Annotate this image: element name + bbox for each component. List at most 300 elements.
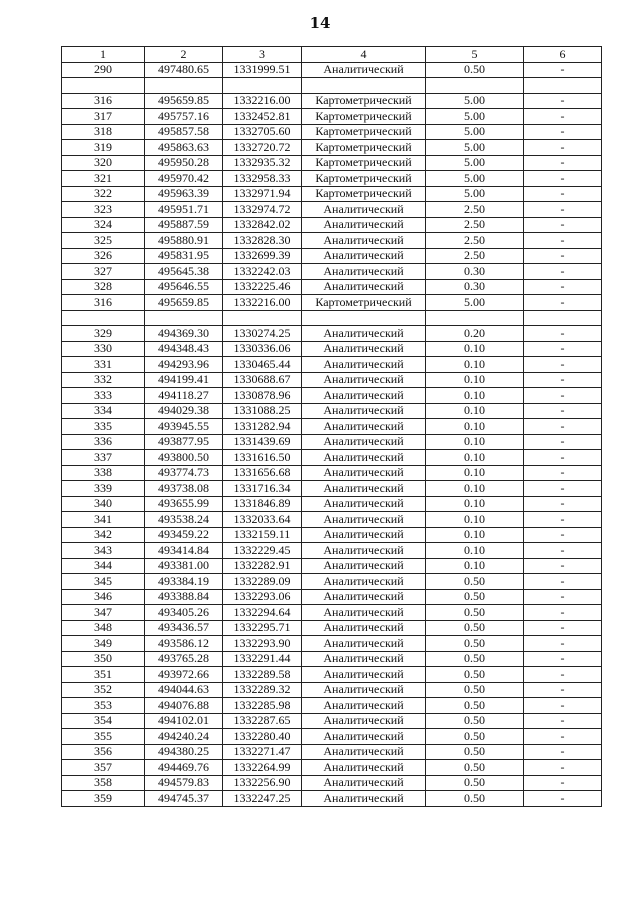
table-cell: 342 bbox=[62, 527, 145, 543]
table-cell: 321 bbox=[62, 171, 145, 187]
table-cell: 493800.50 bbox=[145, 450, 223, 466]
table-cell: 495887.59 bbox=[145, 217, 223, 233]
table-row bbox=[62, 403, 602, 419]
column-header: 5 bbox=[426, 47, 524, 63]
table-row bbox=[62, 465, 602, 481]
table-cell: Картометрический bbox=[302, 295, 426, 311]
table-cell: 2.50 bbox=[426, 233, 524, 249]
table-cell: - bbox=[524, 744, 602, 760]
table-cell: 493765.28 bbox=[145, 651, 223, 667]
table-cell: 495659.85 bbox=[145, 295, 223, 311]
table-cell: Аналитический bbox=[302, 434, 426, 450]
table-cell: Картометрический bbox=[302, 109, 426, 125]
table-cell: 330 bbox=[62, 341, 145, 357]
table-cell: 320 bbox=[62, 155, 145, 171]
table-cell: 1332720.72 bbox=[223, 140, 302, 156]
table-cell: 493655.99 bbox=[145, 496, 223, 512]
table-cell: 0.50 bbox=[426, 589, 524, 605]
table-cell: 316 bbox=[62, 93, 145, 109]
table-cell: 495880.91 bbox=[145, 233, 223, 249]
table-cell: 351 bbox=[62, 667, 145, 683]
table-cell: 494076.88 bbox=[145, 698, 223, 714]
table-cell: 339 bbox=[62, 481, 145, 497]
table-cell: - bbox=[524, 651, 602, 667]
table-cell bbox=[223, 310, 302, 326]
table-cell: 348 bbox=[62, 620, 145, 636]
table-cell: 345 bbox=[62, 574, 145, 590]
table-cell: 0.50 bbox=[426, 574, 524, 590]
table-cell: 0.10 bbox=[426, 543, 524, 559]
table-row bbox=[62, 202, 602, 218]
table-cell: - bbox=[524, 217, 602, 233]
table-cell: 1332225.46 bbox=[223, 279, 302, 295]
table-cell: Аналитический bbox=[302, 791, 426, 807]
table-cell: Аналитический bbox=[302, 698, 426, 714]
table-cell: 5.00 bbox=[426, 109, 524, 125]
table-row bbox=[62, 171, 602, 187]
table-cell: - bbox=[524, 636, 602, 652]
table-cell: Аналитический bbox=[302, 527, 426, 543]
table-cell: 494029.38 bbox=[145, 403, 223, 419]
table-cell: 327 bbox=[62, 264, 145, 280]
table-cell: 336 bbox=[62, 434, 145, 450]
table-cell bbox=[145, 78, 223, 94]
table-cell: - bbox=[524, 450, 602, 466]
table-cell: Аналитический bbox=[302, 372, 426, 388]
table-cell: 495863.63 bbox=[145, 140, 223, 156]
table-row bbox=[62, 481, 602, 497]
table-cell: Аналитический bbox=[302, 217, 426, 233]
table-cell: - bbox=[524, 605, 602, 621]
table-cell: 1331282.94 bbox=[223, 419, 302, 435]
table-cell: - bbox=[524, 171, 602, 187]
table-cell: Аналитический bbox=[302, 341, 426, 357]
table-cell: - bbox=[524, 93, 602, 109]
table-cell: 495645.38 bbox=[145, 264, 223, 280]
table-cell: 1332705.60 bbox=[223, 124, 302, 140]
table-cell: 495831.95 bbox=[145, 248, 223, 264]
table-cell: 0.10 bbox=[426, 527, 524, 543]
table-row bbox=[62, 496, 602, 512]
table-cell: 493586.12 bbox=[145, 636, 223, 652]
table-cell: - bbox=[524, 682, 602, 698]
table-cell: 350 bbox=[62, 651, 145, 667]
table-cell: 494199.41 bbox=[145, 372, 223, 388]
column-header: 2 bbox=[145, 47, 223, 63]
table-cell: 340 bbox=[62, 496, 145, 512]
table-cell: 494579.83 bbox=[145, 775, 223, 791]
table-cell: 329 bbox=[62, 326, 145, 342]
table-cell: 1332264.99 bbox=[223, 760, 302, 776]
table-cell: 0.10 bbox=[426, 419, 524, 435]
table-cell: 1332293.90 bbox=[223, 636, 302, 652]
table-cell: Аналитический bbox=[302, 543, 426, 559]
table-cell: Аналитический bbox=[302, 636, 426, 652]
table-cell: Аналитический bbox=[302, 388, 426, 404]
table-cell: 2.50 bbox=[426, 202, 524, 218]
table-cell: 495659.85 bbox=[145, 93, 223, 109]
table-cell: 1332699.39 bbox=[223, 248, 302, 264]
table-cell: 333 bbox=[62, 388, 145, 404]
table-cell: 331 bbox=[62, 357, 145, 373]
table-cell: Аналитический bbox=[302, 651, 426, 667]
table-cell: - bbox=[524, 372, 602, 388]
table-cell: - bbox=[524, 434, 602, 450]
table-cell: 325 bbox=[62, 233, 145, 249]
table-cell: 493972.66 bbox=[145, 667, 223, 683]
table-row bbox=[62, 186, 602, 202]
table-cell: 354 bbox=[62, 713, 145, 729]
table-cell: - bbox=[524, 341, 602, 357]
table-cell: Аналитический bbox=[302, 279, 426, 295]
table-cell: 493436.57 bbox=[145, 620, 223, 636]
table-cell: 353 bbox=[62, 698, 145, 714]
table-cell: 0.50 bbox=[426, 605, 524, 621]
table-cell: 493384.19 bbox=[145, 574, 223, 590]
table-cell bbox=[223, 78, 302, 94]
table-cell bbox=[302, 78, 426, 94]
table-cell: - bbox=[524, 620, 602, 636]
table-row bbox=[62, 589, 602, 605]
table-cell: 1332974.72 bbox=[223, 202, 302, 218]
table-cell: Аналитический bbox=[302, 419, 426, 435]
table-row bbox=[62, 682, 602, 698]
table-row bbox=[62, 155, 602, 171]
table-cell: 5.00 bbox=[426, 171, 524, 187]
table-cell: 493945.55 bbox=[145, 419, 223, 435]
table-cell: Аналитический bbox=[302, 233, 426, 249]
table-cell: - bbox=[524, 140, 602, 156]
table-cell: 1332289.58 bbox=[223, 667, 302, 683]
table-cell: Картометрический bbox=[302, 155, 426, 171]
table-cell: 0.10 bbox=[426, 558, 524, 574]
table-cell: 494369.30 bbox=[145, 326, 223, 342]
table-cell: 323 bbox=[62, 202, 145, 218]
table-cell: 0.10 bbox=[426, 512, 524, 528]
table-cell: 493538.24 bbox=[145, 512, 223, 528]
table-cell: - bbox=[524, 667, 602, 683]
table-cell: Картометрический bbox=[302, 140, 426, 156]
table-cell: Аналитический bbox=[302, 589, 426, 605]
table-cell: 326 bbox=[62, 248, 145, 264]
table-cell: 0.50 bbox=[426, 667, 524, 683]
table-cell: Аналитический bbox=[302, 450, 426, 466]
table-cell: 358 bbox=[62, 775, 145, 791]
table-cell: - bbox=[524, 202, 602, 218]
coordinates-table bbox=[61, 46, 602, 807]
table-cell: - bbox=[524, 109, 602, 125]
table-cell: 344 bbox=[62, 558, 145, 574]
table-cell: 0.10 bbox=[426, 434, 524, 450]
table-row bbox=[62, 744, 602, 760]
table-cell: 1332842.02 bbox=[223, 217, 302, 233]
table-row bbox=[62, 357, 602, 373]
table-cell: 318 bbox=[62, 124, 145, 140]
table-cell: 493774.73 bbox=[145, 465, 223, 481]
table-row bbox=[62, 248, 602, 264]
table-cell: 0.10 bbox=[426, 357, 524, 373]
table-cell: 1332159.11 bbox=[223, 527, 302, 543]
table-cell: 328 bbox=[62, 279, 145, 295]
table-cell: 1332242.03 bbox=[223, 264, 302, 280]
table-cell: 346 bbox=[62, 589, 145, 605]
table-cell: - bbox=[524, 248, 602, 264]
table-body bbox=[62, 62, 602, 806]
table-cell: 1332828.30 bbox=[223, 233, 302, 249]
table-cell: 1332452.81 bbox=[223, 109, 302, 125]
table-cell: 0.10 bbox=[426, 465, 524, 481]
table-cell: Аналитический bbox=[302, 512, 426, 528]
table-row bbox=[62, 233, 602, 249]
table-cell: - bbox=[524, 527, 602, 543]
table-cell: 0.50 bbox=[426, 682, 524, 698]
table-cell: Аналитический bbox=[302, 574, 426, 590]
table-cell: 0.30 bbox=[426, 264, 524, 280]
table-cell: 1332295.71 bbox=[223, 620, 302, 636]
table-cell: - bbox=[524, 496, 602, 512]
table-cell: 1331846.89 bbox=[223, 496, 302, 512]
table-cell: 0.10 bbox=[426, 450, 524, 466]
table-cell: 1332271.47 bbox=[223, 744, 302, 760]
table-row bbox=[62, 667, 602, 683]
table-row bbox=[62, 140, 602, 156]
table-row bbox=[62, 62, 602, 78]
table-row bbox=[62, 698, 602, 714]
table-cell: 1332216.00 bbox=[223, 295, 302, 311]
table-cell: 494745.37 bbox=[145, 791, 223, 807]
table-cell: 0.10 bbox=[426, 496, 524, 512]
table-row bbox=[62, 527, 602, 543]
table-cell: 494293.96 bbox=[145, 357, 223, 373]
table-row bbox=[62, 326, 602, 342]
table-cell: 495963.39 bbox=[145, 186, 223, 202]
table-cell: 0.10 bbox=[426, 481, 524, 497]
table-cell: 334 bbox=[62, 403, 145, 419]
table-cell: Аналитический bbox=[302, 744, 426, 760]
table-cell: 335 bbox=[62, 419, 145, 435]
table-cell: 2.50 bbox=[426, 248, 524, 264]
table-cell: Аналитический bbox=[302, 558, 426, 574]
table-cell: 1331616.50 bbox=[223, 450, 302, 466]
column-header: 1 bbox=[62, 47, 145, 63]
table-cell: 0.50 bbox=[426, 698, 524, 714]
table-cell: 1332294.64 bbox=[223, 605, 302, 621]
table-cell: 1332285.98 bbox=[223, 698, 302, 714]
table-cell: - bbox=[524, 574, 602, 590]
table-cell: 1331439.69 bbox=[223, 434, 302, 450]
table-cell: 0.10 bbox=[426, 341, 524, 357]
table-cell: 0.10 bbox=[426, 372, 524, 388]
table-cell: 0.50 bbox=[426, 620, 524, 636]
table-cell: 494380.25 bbox=[145, 744, 223, 760]
table-cell: 322 bbox=[62, 186, 145, 202]
table-row bbox=[62, 372, 602, 388]
table-cell: 341 bbox=[62, 512, 145, 528]
table-cell bbox=[426, 78, 524, 94]
table-row bbox=[62, 651, 602, 667]
table-cell: Аналитический bbox=[302, 760, 426, 776]
table-cell: 316 bbox=[62, 295, 145, 311]
table-cell: 338 bbox=[62, 465, 145, 481]
table-cell: 495646.55 bbox=[145, 279, 223, 295]
table-cell: 357 bbox=[62, 760, 145, 776]
table-cell: 493877.95 bbox=[145, 434, 223, 450]
table-cell: 359 bbox=[62, 791, 145, 807]
table-row bbox=[62, 543, 602, 559]
table-cell bbox=[426, 310, 524, 326]
table-cell: 1330465.44 bbox=[223, 357, 302, 373]
table-cell: 495857.58 bbox=[145, 124, 223, 140]
table-cell: - bbox=[524, 543, 602, 559]
table-cell: - bbox=[524, 357, 602, 373]
table-cell: 1332247.25 bbox=[223, 791, 302, 807]
table-cell: 0.50 bbox=[426, 713, 524, 729]
table-row bbox=[62, 605, 602, 621]
table-row bbox=[62, 217, 602, 233]
table-cell: 5.00 bbox=[426, 93, 524, 109]
table-row bbox=[62, 512, 602, 528]
table-cell: 324 bbox=[62, 217, 145, 233]
table-row bbox=[62, 341, 602, 357]
table-cell: 1332935.32 bbox=[223, 155, 302, 171]
table-cell: Аналитический bbox=[302, 357, 426, 373]
table-cell: Аналитический bbox=[302, 264, 426, 280]
table-cell: 0.50 bbox=[426, 62, 524, 78]
table-cell: Аналитический bbox=[302, 465, 426, 481]
table-cell: Аналитический bbox=[302, 62, 426, 78]
table-cell: 497480.65 bbox=[145, 62, 223, 78]
table-cell: 337 bbox=[62, 450, 145, 466]
table-cell: 0.10 bbox=[426, 403, 524, 419]
table-row bbox=[62, 310, 602, 326]
table-cell: 290 bbox=[62, 62, 145, 78]
table-cell: 1331088.25 bbox=[223, 403, 302, 419]
table-row bbox=[62, 713, 602, 729]
table-cell: - bbox=[524, 419, 602, 435]
table-cell: 495950.28 bbox=[145, 155, 223, 171]
table-cell: - bbox=[524, 388, 602, 404]
table-cell: Аналитический bbox=[302, 682, 426, 698]
table-cell: 1331716.34 bbox=[223, 481, 302, 497]
table-cell: 5.00 bbox=[426, 140, 524, 156]
table-cell: 356 bbox=[62, 744, 145, 760]
table-row bbox=[62, 450, 602, 466]
table-cell: 494118.27 bbox=[145, 388, 223, 404]
table-row bbox=[62, 419, 602, 435]
table-cell: - bbox=[524, 729, 602, 745]
table-cell: - bbox=[524, 558, 602, 574]
table-cell: 1331999.51 bbox=[223, 62, 302, 78]
table-cell: - bbox=[524, 279, 602, 295]
table-cell: 494044.63 bbox=[145, 682, 223, 698]
table-cell: - bbox=[524, 403, 602, 419]
table-cell: 493381.00 bbox=[145, 558, 223, 574]
table-cell: 0.20 bbox=[426, 326, 524, 342]
table-cell: - bbox=[524, 791, 602, 807]
table-cell: 493388.84 bbox=[145, 589, 223, 605]
table-row bbox=[62, 729, 602, 745]
table-cell: 495757.16 bbox=[145, 109, 223, 125]
table-cell: 347 bbox=[62, 605, 145, 621]
table-cell: 495951.71 bbox=[145, 202, 223, 218]
table-cell: 493405.26 bbox=[145, 605, 223, 621]
table-cell: - bbox=[524, 233, 602, 249]
table-cell: Картометрический bbox=[302, 93, 426, 109]
table-row bbox=[62, 388, 602, 404]
table-cell: 1332280.40 bbox=[223, 729, 302, 745]
table-cell: 1332256.90 bbox=[223, 775, 302, 791]
table-header bbox=[62, 47, 602, 63]
header-row bbox=[62, 47, 602, 63]
table-cell bbox=[524, 310, 602, 326]
table-cell: 1332971.94 bbox=[223, 186, 302, 202]
table-cell: 0.10 bbox=[426, 388, 524, 404]
table-cell: 5.00 bbox=[426, 155, 524, 171]
table-cell: Аналитический bbox=[302, 605, 426, 621]
table-cell: 355 bbox=[62, 729, 145, 745]
table-cell: 1332293.06 bbox=[223, 589, 302, 605]
table-cell: 493414.84 bbox=[145, 543, 223, 559]
table-cell bbox=[62, 310, 145, 326]
table-cell: - bbox=[524, 264, 602, 280]
table-cell: 1332291.44 bbox=[223, 651, 302, 667]
table-cell: - bbox=[524, 465, 602, 481]
table-cell: 1332282.91 bbox=[223, 558, 302, 574]
table-cell: 332 bbox=[62, 372, 145, 388]
table-row bbox=[62, 434, 602, 450]
table-cell: 5.00 bbox=[426, 295, 524, 311]
table-row bbox=[62, 558, 602, 574]
table-cell: Картометрический bbox=[302, 186, 426, 202]
table-cell: - bbox=[524, 775, 602, 791]
table-cell bbox=[524, 78, 602, 94]
table-cell: 1331656.68 bbox=[223, 465, 302, 481]
table-cell: 1330878.96 bbox=[223, 388, 302, 404]
table-cell: 0.50 bbox=[426, 775, 524, 791]
table-cell: - bbox=[524, 326, 602, 342]
table-cell: 494102.01 bbox=[145, 713, 223, 729]
table-cell: Картометрический bbox=[302, 171, 426, 187]
table-row bbox=[62, 791, 602, 807]
table-cell: - bbox=[524, 186, 602, 202]
table-cell: - bbox=[524, 155, 602, 171]
table-cell: - bbox=[524, 698, 602, 714]
table-cell: 1332289.32 bbox=[223, 682, 302, 698]
table-row bbox=[62, 279, 602, 295]
table-cell: 352 bbox=[62, 682, 145, 698]
table-cell: Картометрический bbox=[302, 124, 426, 140]
table-cell: 1332229.45 bbox=[223, 543, 302, 559]
table-cell: Аналитический bbox=[302, 248, 426, 264]
table-cell: 493459.22 bbox=[145, 527, 223, 543]
table-cell: - bbox=[524, 760, 602, 776]
table-cell: - bbox=[524, 295, 602, 311]
table-cell: Аналитический bbox=[302, 403, 426, 419]
table-cell: Аналитический bbox=[302, 202, 426, 218]
table-cell: - bbox=[524, 481, 602, 497]
table-row bbox=[62, 93, 602, 109]
table-cell: Аналитический bbox=[302, 481, 426, 497]
table-cell: 319 bbox=[62, 140, 145, 156]
table-cell: 494469.76 bbox=[145, 760, 223, 776]
table-cell: 0.50 bbox=[426, 729, 524, 745]
table-cell: Аналитический bbox=[302, 713, 426, 729]
table-cell: 1330688.67 bbox=[223, 372, 302, 388]
table-cell: 317 bbox=[62, 109, 145, 125]
table-cell: 493738.08 bbox=[145, 481, 223, 497]
table-cell: Аналитический bbox=[302, 620, 426, 636]
table-row bbox=[62, 775, 602, 791]
